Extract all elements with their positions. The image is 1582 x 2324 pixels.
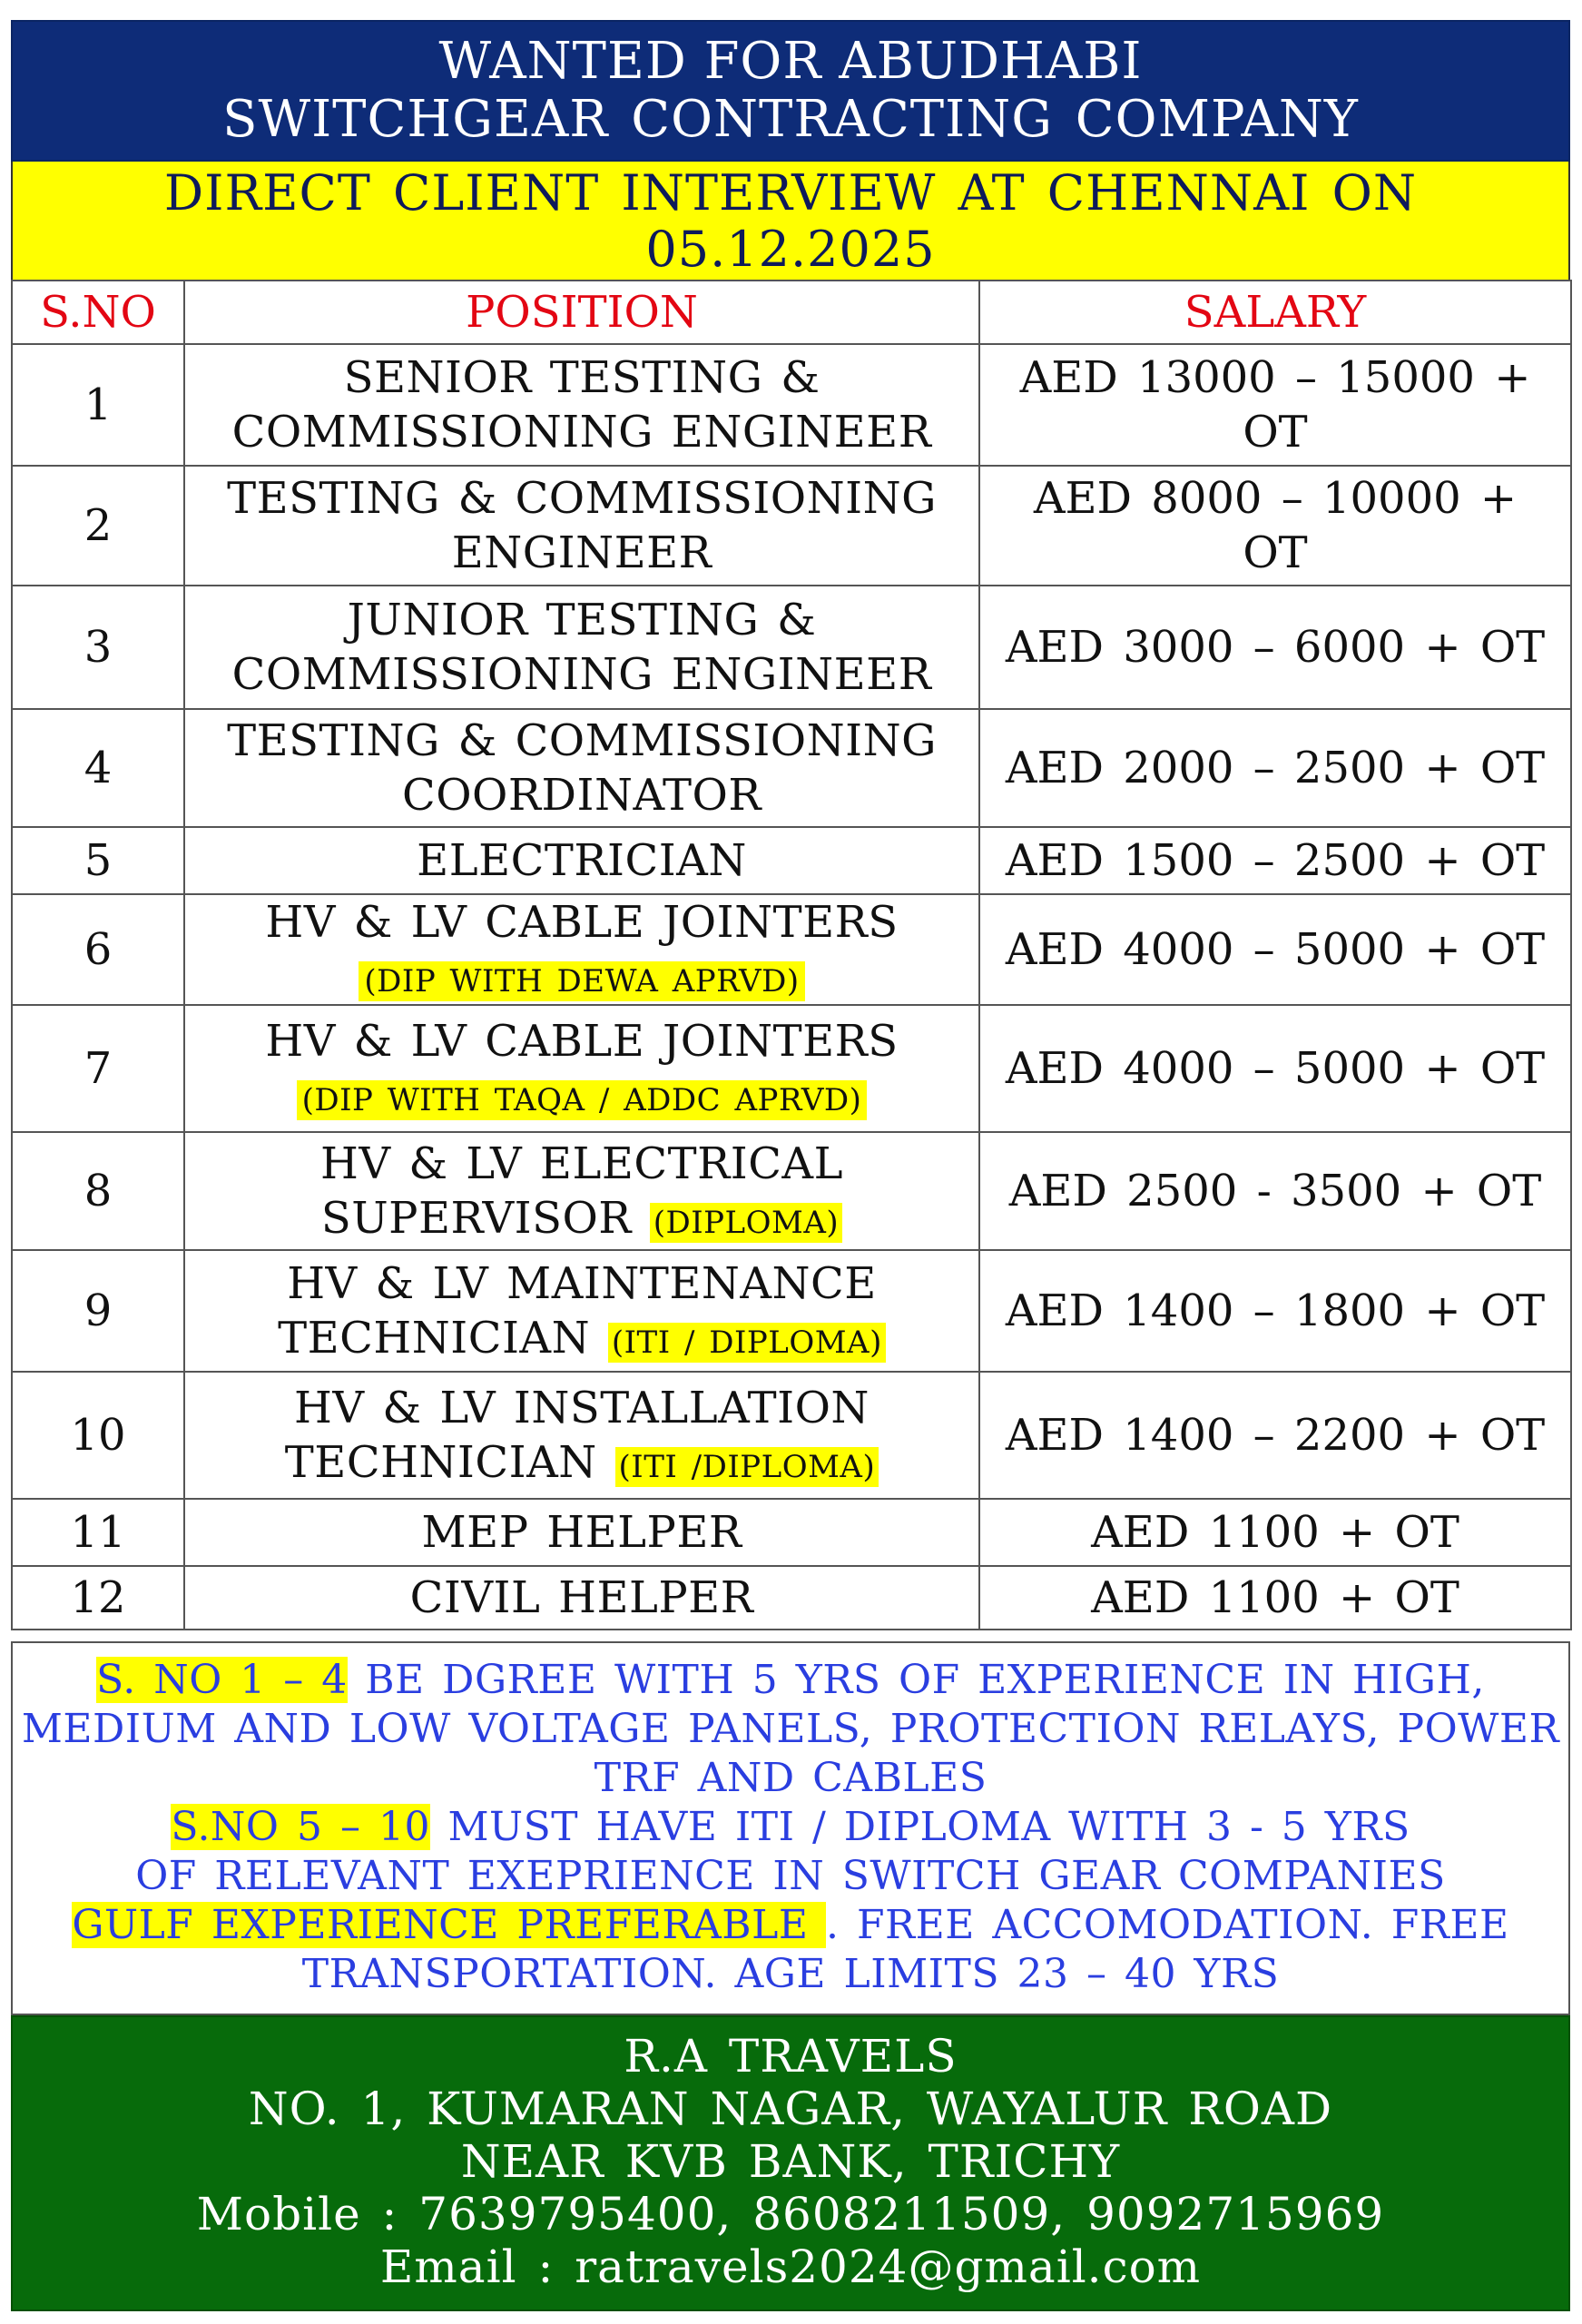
notes-text-1: BE DGREE WITH 5 YRS OF EXPERIENCE IN HIGH, (347, 1657, 1485, 1703)
position-line-1: HV & LV CABLE JOINTERS (265, 897, 899, 948)
position-line-1: HV & LV MAINTENANCE (287, 1258, 877, 1309)
row-salary (979, 466, 1571, 586)
row-sno: 11 (12, 1499, 184, 1566)
notes-line-5: OF RELEVANT EXEPRIENCE IN SWITCH GEAR COMPANIES (135, 1853, 1446, 1899)
row-sno: 1 (12, 344, 184, 466)
row-sno: 9 (12, 1250, 184, 1372)
row-position: MEP HELPER (184, 1499, 979, 1566)
row-sno: 8 (12, 1132, 184, 1250)
row-salary (979, 344, 1571, 466)
row-salary: AED 4000 – 5000 + OT (979, 1005, 1571, 1132)
row-sno: 10 (12, 1372, 184, 1499)
table-row (12, 709, 1571, 827)
row-sno: 3 (12, 586, 184, 709)
interview-line-1: DIRECT CLIENT INTERVIEW AT CHENNAI ON (163, 164, 1418, 222)
notes-highlight-1: S. NO 1 – 4 (96, 1657, 348, 1703)
row-position (184, 1372, 979, 1499)
position-line-1: TESTING & COMMISSIONING (227, 715, 937, 766)
title-line-1: WANTED FOR ABUDHABI (438, 32, 1143, 91)
row-sno: 5 (12, 827, 184, 894)
row-sno: 2 (12, 466, 184, 586)
agency-address-2: NEAR KVB BANK, TRICHY (460, 2135, 1121, 2188)
row-salary: AED 4000 – 5000 + OT (979, 894, 1571, 1005)
column-header-salary: SALARY (979, 281, 1571, 344)
row-salary: AED 2500 - 3500 + OT (979, 1132, 1571, 1250)
requirements-notes (11, 1641, 1570, 2015)
job-advert (11, 20, 1570, 2311)
position-line-2: COMMISSIONING ENGINEER (231, 407, 932, 458)
notes-text-6: . FREE ACCOMODATION. FREE (825, 1902, 1509, 1948)
notes-line-3: TRF AND CABLES (594, 1755, 988, 1801)
row-position (184, 1132, 979, 1250)
row-position: CIVIL HELPER (184, 1566, 979, 1630)
row-salary: AED 1500 – 2500 + OT (979, 827, 1571, 894)
salary-line-2: OT (1243, 407, 1308, 458)
notes-highlight-2: S.NO 5 – 10 (171, 1804, 430, 1850)
table-row (12, 344, 1571, 466)
salary-line-1: AED 13000 – 15000 + (1019, 352, 1531, 403)
row-sno: 7 (12, 1005, 184, 1132)
qualification-note: (DIP WITH TAQA / ADDC APRVD) (297, 1080, 868, 1120)
row-salary: AED 1100 + OT (979, 1499, 1571, 1566)
position-line-2: TECHNICIAN (278, 1313, 591, 1364)
row-position (184, 1005, 979, 1132)
agency-email: Email : ratravels2024@gmail.com (379, 2240, 1202, 2293)
table-row (12, 1372, 1571, 1499)
position-line-2: SUPERVISOR (320, 1193, 632, 1244)
qualification-note: (ITI / DIPLOMA) (608, 1323, 886, 1363)
agency-name: R.A TRAVELS (624, 2030, 958, 2083)
notes-line-6 (13, 1901, 1568, 1950)
notes-line-7: TRANSPORTATION. AGE LIMITS 23 – 40 YRS (301, 1951, 1280, 1997)
row-position (184, 586, 979, 709)
table-row (12, 586, 1571, 709)
position-line-2: ENGINEER (451, 527, 712, 578)
row-sno: 6 (12, 894, 184, 1005)
notes-line-2: MEDIUM AND LOW VOLTAGE PANELS, PROTECTION RELAYS, POWER (21, 1706, 1560, 1752)
row-salary: AED 1400 – 1800 + OT (979, 1250, 1571, 1372)
notes-line-4 (13, 1803, 1568, 1852)
position-line-1: JUNIOR TESTING & (347, 595, 817, 645)
agency-address-1: NO. 1, KUMARAN NAGAR, WAYALUR ROAD (248, 2083, 1333, 2135)
row-position: ELECTRICIAN (184, 827, 979, 894)
notes-highlight-3: GULF EXPERIENCE PREFERABLE (72, 1902, 826, 1948)
title-line-2: SWITCHGEAR CONTRACTING COMPANY (222, 90, 1359, 149)
table-row (12, 1132, 1571, 1250)
interview-banner (11, 162, 1570, 280)
notes-text-4: MUST HAVE ITI / DIPLOMA WITH 3 - 5 YRS (429, 1804, 1410, 1850)
salary-line-2: OT (1243, 527, 1308, 578)
table-row (12, 827, 1571, 894)
row-sno: 4 (12, 709, 184, 827)
salary-line-1: AED 8000 – 10000 + (1033, 473, 1518, 524)
position-line-1: HV & LV ELECTRICAL (320, 1138, 843, 1189)
agency-mobile: Mobile : 7639795400, 8608211509, 9092715969 (196, 2188, 1385, 2240)
interview-date: 05.12.2025 (645, 221, 936, 278)
row-sno: 12 (12, 1566, 184, 1630)
row-salary: AED 1400 – 2200 + OT (979, 1372, 1571, 1499)
position-line-1: HV & LV CABLE JOINTERS (265, 1016, 899, 1067)
column-header-sno: S.NO (12, 281, 184, 344)
table-row (12, 894, 1571, 1005)
position-line-2: COMMISSIONING ENGINEER (231, 649, 932, 700)
table-row (12, 1499, 1571, 1566)
row-position (184, 466, 979, 586)
column-header-position: POSITION (184, 281, 979, 344)
position-line-1: SENIOR TESTING & (343, 352, 820, 403)
row-position (184, 709, 979, 827)
table-row (12, 1250, 1571, 1372)
qualification-note: (DIPLOMA) (650, 1203, 842, 1243)
row-position (184, 1250, 979, 1372)
table-row (12, 1005, 1571, 1132)
positions-table (11, 280, 1572, 1630)
qualification-note: (ITI /DIPLOMA) (615, 1447, 879, 1487)
row-position (184, 344, 979, 466)
position-line-1: TESTING & COMMISSIONING (227, 473, 937, 524)
agency-footer (11, 2015, 1570, 2311)
table-row (12, 466, 1571, 586)
row-position (184, 894, 979, 1005)
title-banner (11, 20, 1570, 162)
table-row (12, 1566, 1571, 1630)
qualification-note: (DIP WITH DEWA APRVD) (359, 961, 804, 1001)
row-salary: AED 1100 + OT (979, 1566, 1571, 1630)
row-salary: AED 2000 – 2500 + OT (979, 709, 1571, 827)
position-line-2: TECHNICIAN (284, 1437, 597, 1488)
position-line-2: COORDINATOR (401, 770, 762, 821)
notes-line-1 (13, 1643, 1568, 1705)
table-header-row (12, 281, 1571, 344)
position-line-1: HV & LV INSTALLATION (294, 1383, 870, 1433)
row-salary: AED 3000 – 6000 + OT (979, 586, 1571, 709)
